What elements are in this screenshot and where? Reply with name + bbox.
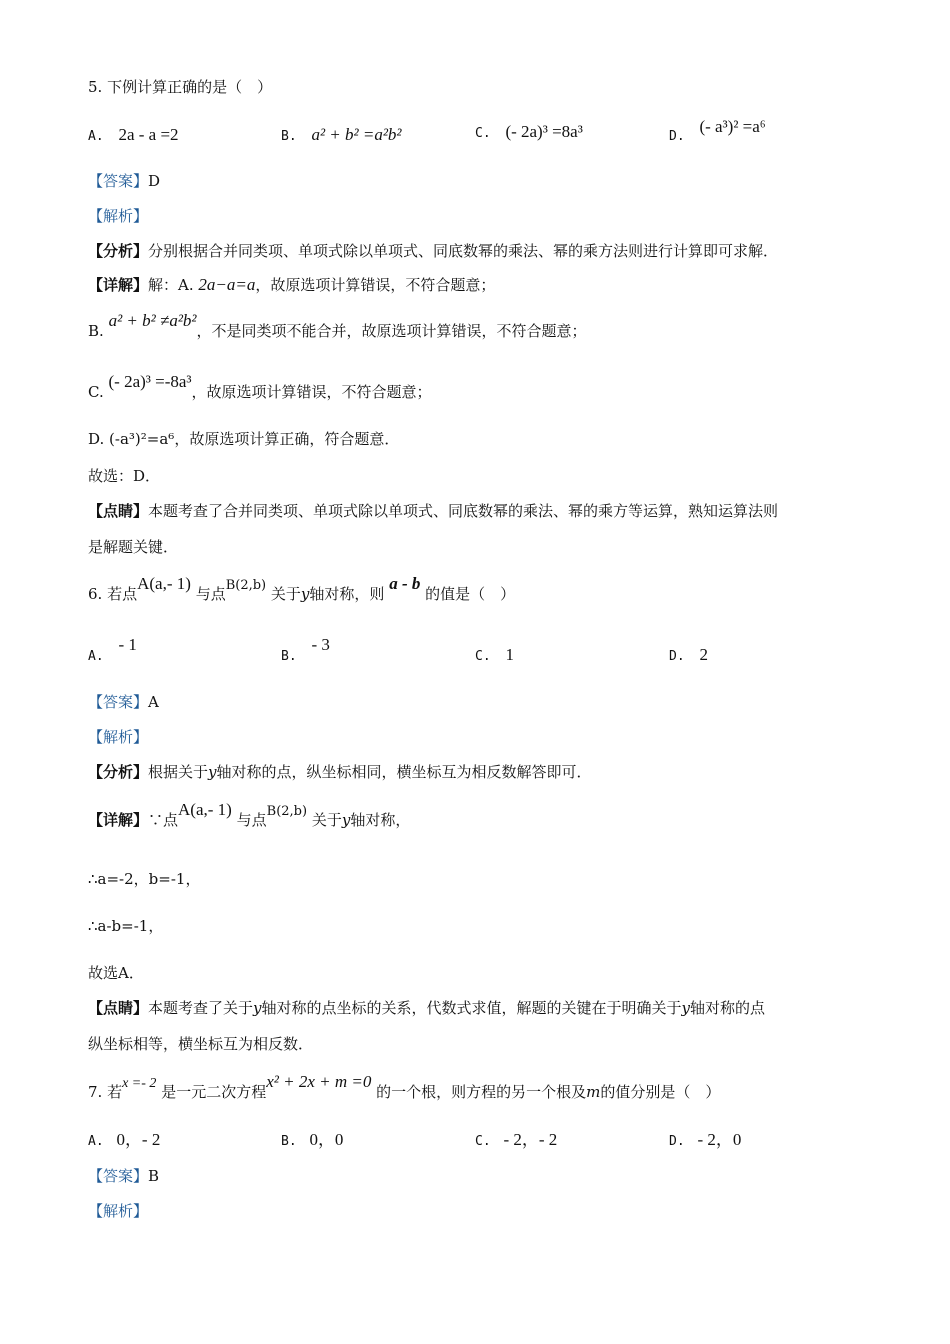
q7-math-eq: x² + 2x + m =0	[266, 1072, 372, 1091]
q5-option-d-math: (- a³)² =a⁶	[699, 117, 766, 136]
q6-dianjing-tag: 【点睛】	[88, 999, 149, 1017]
q5-option-a-label: A.	[88, 129, 104, 144]
q5-line-c	[88, 372, 432, 402]
q6-stem-4: 轴对称，则	[309, 585, 385, 603]
q7-math-x: x =- 2	[122, 1076, 157, 1091]
q6-xj-b: B(2,b)	[266, 804, 308, 819]
q5-line-b	[88, 311, 587, 341]
q5-line-d-math: (-a³)²=a⁶	[109, 430, 175, 448]
q6-step-2: ∴a-b=-1，	[88, 917, 164, 935]
q5-analysis-tag-text: 【解析】	[88, 207, 149, 225]
q6-analysis-tag-text: 【解析】	[88, 728, 149, 746]
q7-stem-4: 的值分别是（ ）	[600, 1083, 721, 1101]
q7-stem-2: 是一元二次方程	[161, 1083, 267, 1101]
q6-xj-var: y	[341, 811, 351, 829]
q7-option-c-label: C.	[475, 1134, 491, 1149]
q7-stem-1: 7. 若	[88, 1083, 123, 1101]
q5-option-c	[475, 122, 583, 144]
q5-dianjing-line-1	[88, 501, 778, 521]
q5-xiangjie-prefix: 解：A.	[148, 276, 194, 294]
q6-option-d-label: D.	[669, 649, 685, 664]
q5-option-b-math: a² + b² =a²b²	[311, 125, 402, 144]
q5-answer-value: D	[148, 172, 161, 190]
q7-var-m: m	[586, 1083, 601, 1101]
q5-option-b-label: B.	[281, 129, 297, 144]
q6-option-a-label: A.	[88, 649, 104, 664]
q6-step-1: ∴a=-2，b=-1，	[88, 870, 201, 888]
q5-line-c-rest: ，故原选项计算错误，不符合题意；	[191, 383, 432, 401]
q5-xiangjie-math: 2a−a=a	[198, 275, 256, 294]
q6-fenxi-1: 根据关于	[148, 763, 209, 781]
q6-dianjing-var-2: y	[681, 999, 691, 1017]
q5-answer-tag: 【答案】	[88, 172, 149, 190]
q6-math-ab: a - b	[389, 574, 421, 593]
q7-option-b-math: 0，0	[309, 1130, 344, 1149]
q6-xiangjie-tag: 【详解】	[88, 811, 149, 829]
q5-dianjing-tag: 【点睛】	[88, 502, 149, 520]
q6-dianjing-1c: 轴对称的点	[690, 999, 766, 1017]
q5-option-a-math: 2a - a =2	[118, 125, 179, 144]
q5-analysis-tag	[88, 206, 148, 226]
q6-dianjing-1a: 本题考查了关于	[148, 999, 254, 1017]
q6-xj-a: A(a,- 1)	[178, 800, 232, 819]
q6-var-y: y	[300, 585, 310, 603]
q5-choose: 故选：D．	[88, 467, 161, 485]
q7-option-b-label: B.	[281, 1134, 297, 1149]
q7-answer-line	[88, 1166, 159, 1186]
q7-stem-3: 的一个根，则方程的另一个根及	[376, 1083, 587, 1101]
q6-xj-3: 关于	[311, 811, 342, 829]
q6-xj-2: 与点	[236, 811, 267, 829]
q5-line-c-label: C.	[88, 383, 104, 401]
q7-answer-value: B	[148, 1167, 160, 1185]
q6-option-a	[88, 635, 137, 667]
q6-fenxi-tag: 【分析】	[88, 763, 149, 781]
q6-option-c-math: 1	[505, 645, 514, 664]
q6-dianjing-var-1: y	[253, 999, 262, 1017]
q6-answer-line	[88, 692, 159, 712]
q6-xj-4: 轴对称，	[350, 811, 411, 829]
q6-dianjing-line-1	[88, 998, 765, 1018]
q6-dianjing-line-2: 纵坐标相等，横坐标互为相反数．	[88, 1035, 314, 1053]
q6-xiangjie-line	[88, 800, 411, 832]
q6-math-a: A(a,- 1)	[137, 574, 191, 593]
q5-fenxi-text: 分别根据合并同类项、单项式除以单项式、同底数幂的乘法、幂的乘方法则进行计算即可求解．	[148, 242, 779, 260]
q5-answer-line	[88, 171, 160, 191]
q6-option-d	[669, 645, 708, 667]
q6-option-b	[281, 635, 330, 667]
q5-line-b-rest: ，不是同类项不能合并，故原选项计算错误，不符合题意；	[196, 322, 587, 340]
q6-fenxi-line	[88, 762, 592, 782]
q7-option-d-label: D.	[669, 1134, 685, 1149]
q6-analysis-tag	[88, 727, 148, 747]
q5-option-d	[669, 117, 766, 144]
q7-option-a	[88, 1130, 160, 1152]
q5-fenxi-tag: 【分析】	[88, 242, 149, 260]
q7-option-c-math: - 2，- 2	[503, 1130, 558, 1149]
q6-option-b-label: B.	[281, 649, 297, 664]
q5-option-c-label: C.	[475, 126, 491, 141]
q5-option-c-math: (- 2a)³ =8a³	[505, 122, 583, 141]
q5-line-b-label: B.	[88, 322, 104, 340]
q6-fenxi-2: 轴对称的点，纵坐标相同，横坐标互为相反数解答即可．	[216, 763, 592, 781]
q7-option-d-math: - 2，0	[697, 1130, 742, 1149]
q7-option-c	[475, 1130, 557, 1152]
q6-answer-value: A	[148, 693, 159, 711]
q6-choose: 故选A．	[88, 964, 144, 982]
q6-option-d-math: 2	[699, 645, 708, 664]
q5-option-a	[88, 125, 179, 147]
q6-xj-1: ∵点	[148, 811, 179, 829]
q6-option-c-label: C.	[475, 649, 491, 664]
q6-option-a-math: - 1	[118, 635, 137, 654]
q5-xiangjie-rest: ，故原选项计算错误，不符合题意；	[255, 276, 496, 294]
q6-answer-tag: 【答案】	[88, 693, 149, 711]
q5-dianjing-line-2: 是解题关键．	[88, 538, 179, 556]
q7-analysis-tag-text: 【解析】	[88, 1202, 149, 1220]
q5-fenxi-line	[88, 241, 778, 261]
q5-line-b-math: a² + b² ≠a²b²	[108, 311, 197, 330]
q6-stem-2: 与点	[195, 585, 226, 603]
q5-line-c-math: (- 2a)³ =-8a³	[108, 372, 192, 391]
q5-option-d-label: D.	[669, 129, 685, 144]
q6-fenxi-var: y	[208, 763, 217, 781]
q5-line-d-rest: ，故原选项计算正确，符合题意．	[174, 430, 400, 448]
q5-dianjing-text-1: 本题考查了合并同类项、单项式除以单项式、同底数幂的乘法、幂的乘方等运算，熟知运算法则	[148, 502, 779, 520]
q5-line-d	[88, 429, 399, 449]
q6-dianjing-1b: 轴对称的点坐标的关系，代数式求值，解题的关键在于明确关于	[261, 999, 682, 1017]
q6-option-c	[475, 645, 514, 667]
q5-xiangjie-line	[88, 275, 495, 295]
q7-option-a-label: A.	[88, 1134, 104, 1149]
q7-option-a-math: 0，- 2	[116, 1130, 161, 1149]
q5-xiangjie-tag: 【详解】	[88, 276, 149, 294]
q7-analysis-tag	[88, 1201, 148, 1221]
q7-option-d	[669, 1130, 741, 1152]
q7-answer-tag: 【答案】	[88, 1167, 149, 1185]
q6-math-b: B(2,b)	[225, 578, 267, 593]
q5-option-b	[281, 125, 402, 147]
q6-stem-1: 6. 若点	[88, 585, 138, 603]
q7-option-b	[281, 1130, 343, 1152]
q5-line-d-label: D.	[88, 430, 105, 448]
q7-stem	[88, 1072, 721, 1104]
q6-stem	[88, 574, 516, 606]
q6-stem-3: 关于	[270, 585, 301, 603]
q6-option-b-math: - 3	[311, 635, 330, 654]
q5-stem: 5. 下例计算正确的是（ ）	[88, 78, 273, 96]
q6-stem-5: 的值是（ ）	[425, 585, 516, 603]
